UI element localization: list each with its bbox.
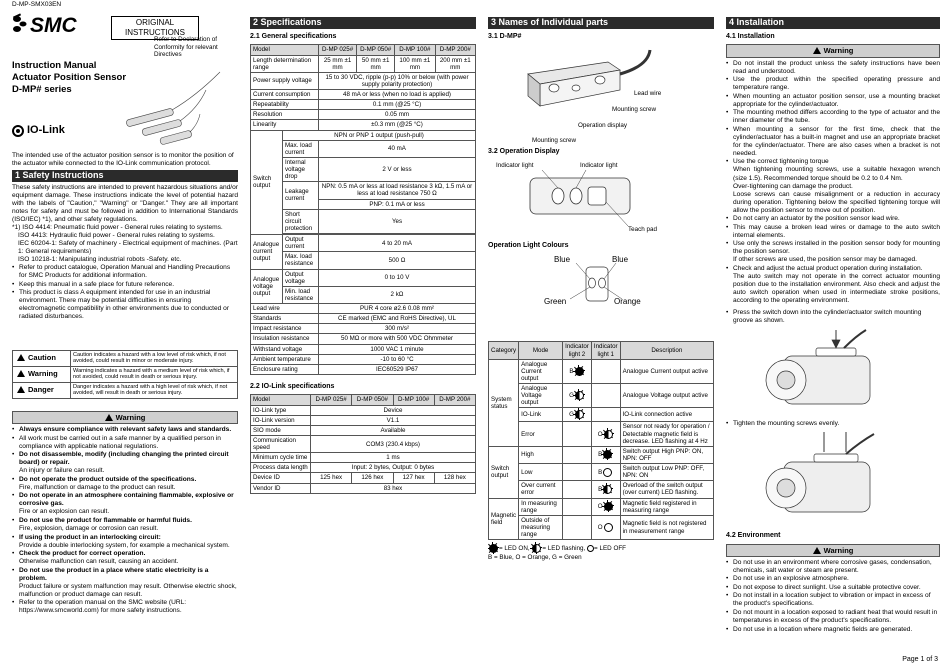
column-3 <box>488 0 714 667</box>
list-item: • All work must be carried out in a safe manner by a qualified person in compliance with applicable national regulations. <box>12 435 238 451</box>
smc-logo <box>12 12 82 36</box>
led-flash-icon <box>574 390 585 401</box>
table-row: PNP: 0.1 mA or less <box>251 199 476 209</box>
table-row: Outside of measuring range O Magnetic field is not registered in measurement range <box>489 515 714 539</box>
svg-text:SMC: SMC <box>30 14 77 36</box>
label-teach-pad: Teach pad <box>628 225 658 233</box>
table-row: Length determination range 25 mm ±1 mm 50 mm ±1 mm 100 mm ±1 mm 200 mm ±1 mm <box>251 55 476 72</box>
subsection-4-1: 4.1 Installation <box>726 32 775 40</box>
list-item: • Keep this manual in a safe place for future reference. <box>12 281 238 289</box>
label-mounting-screw-1: Mounting screw <box>612 106 657 114</box>
table-row: Switch output NPN or PNP 1 output (push-pull) <box>251 130 476 140</box>
table-row: Switch output High B Switch output High PNP: ON, NPN: OFF <box>489 446 714 463</box>
list-item: • Do not install in a location subject to vibration or impact in excess of the product's specifications. <box>726 592 940 608</box>
label-indicator-light-2: Indicator light <box>496 161 534 169</box>
list-item: • Do not expose to direct sunlight. Use a suitable protective cover. <box>726 584 940 592</box>
table-row: Model D-MP 025# D-MP 050# D-MP 100# D-MP 200# <box>251 395 476 405</box>
table-row: Analogue current output Output current 4 to 20 mA <box>251 235 476 252</box>
table-row: Device ID 125 hex 126 hex 127 hex 128 hex <box>251 473 476 483</box>
led-flash-icon <box>603 429 614 440</box>
warning-triangle-icon <box>17 370 25 377</box>
table-row: Leakage current NPN: 0.5 mA or less at load resistance 3 kΩ, 1.5 mA or less at load resistance 750 Ω <box>251 182 476 199</box>
section-1-title: 1 Safety Instructions <box>12 170 238 182</box>
iolink-spec-table <box>250 394 476 493</box>
table-row: IO-Link G IO-Link connection active <box>489 408 714 422</box>
led-off-icon <box>587 545 594 552</box>
general-spec-table <box>250 44 476 375</box>
led-on-icon <box>603 501 614 512</box>
label-lead-wire: Lead wire <box>634 90 662 98</box>
s1-refs: *1) ISO 4414: Pneumatic fluid power - General rules relating to systems. ISO 4413: Hydraulic fluid power - General rules relating to systems. IEC 60204-1: Safety of machinery - Electrical equipment of machines. (Part 1: General requirements) ISO 10218-1: Manipulating industrial robots -Safety. etc. <box>12 224 238 264</box>
table-row: Danger Danger indicates a hazard with a high level of risk which, if not avoided, will result in death or serious injury. <box>13 382 238 398</box>
column-4 <box>726 0 940 667</box>
warning-triangle-icon <box>17 354 25 361</box>
iolink-logo: IO-Link <box>12 124 65 137</box>
list-item: • Check and adjust the actual product operation during installation. The auto switch may not operate in the correct actuator mounting position due to the installation environment. Also check and adjust the auto switch operation when used in intermediate stroke positions, according to the operating environment. <box>726 265 940 305</box>
table-row: Linearity ±0.3 mm (@25 °C) <box>251 120 476 130</box>
list-item: • Do not use the product in a place where static electricity is a problem. Product failure or system malfunction may result. Otherwise electric shock, malfunction or product damage can result. <box>12 567 238 599</box>
warning-list <box>12 426 238 615</box>
table-row: Model D-MP 025# D-MP 050# D-MP 100# D-MP 200# <box>251 45 476 55</box>
table-row: Over current error B Overload of the switch output (over current) LED flashing. <box>489 481 714 498</box>
subsection-3-1: 3.1 D-MP# <box>488 32 522 40</box>
title-line-2: Actuator Position Sensor <box>12 71 127 83</box>
led-flash-icon <box>602 484 613 495</box>
led-off-icon <box>603 522 614 533</box>
list-item: • Refer to product catalogue, Operation Manual and Handling Precautions for SMC Products for additional information. <box>12 264 238 280</box>
led-legend: = LED ON, = LED flashing, = LED OFF B = Blue, O = Orange, G = Green <box>488 543 714 562</box>
list-item: • Do not operate the product outside of the specifications. Fire, malfunction or damage to the product can result. <box>12 476 238 492</box>
list-item: • Do not disassemble, modify (including changing the printed circuit board) or repair. An injury or failure can result. <box>12 451 238 475</box>
warning-list <box>726 559 940 634</box>
table-row: Magnetic field In measuring range O Magnetic field registered in measuring range <box>489 498 714 515</box>
install-step-2 <box>726 420 940 428</box>
warning-triangle-icon <box>813 547 821 554</box>
colour-orange: Orange <box>614 297 641 307</box>
table-row: Impact resistance 300 m/s² <box>251 324 476 334</box>
list-item: • When mounting a sensor for the first time, check that the cylinder/actuator has a built-in magnet and use an appropriate bracket for the cylinder/actuator. There are also cases when a bracket is not needed. <box>726 126 940 158</box>
table-row: Max. load resistance 500 Ω <box>251 252 476 269</box>
warning-triangle-icon <box>105 414 113 421</box>
subsection-3-2: 3.2 Operation Display <box>488 148 560 156</box>
warning-triangle-icon <box>813 47 821 54</box>
table-row: SIO mode Available <box>251 425 476 435</box>
table-row: Power supply voltage 15 to 30 VDC, ripple (p-p) 10% or below (with power supply polarity protection) <box>251 72 476 89</box>
refer-doc: Refer to Declaration of Conformity for relevant Directives <box>154 36 218 59</box>
colour-blue-left: Blue <box>554 255 571 265</box>
table-row: Internal voltage drop 2 V or less <box>251 157 476 181</box>
install-step-1 <box>726 309 940 325</box>
table-row: Low B Switch output Low PNP: OFF, NPN: ON <box>489 464 714 481</box>
list-item: • Do not mount in a location exposed to radiant heat that would result in temperatures in excess of the product's specifications. <box>726 609 940 625</box>
led-on-icon <box>602 449 613 460</box>
list-item: • Use only the screws installed in the position sensor body for mounting the position sensor. If other screws are used, the position sensor may be damaged. <box>726 240 940 264</box>
warning-bar: Warning <box>12 411 238 424</box>
section-3-title: 3 Names of Individual parts <box>488 17 714 29</box>
table-row: Standards CE marked (EMC and RoHS Directive), UL <box>251 314 476 324</box>
doc-code: D-MP-SMX03EN <box>12 1 62 8</box>
install-illustration-2 <box>726 428 940 528</box>
table-row: Short circuit protection Yes <box>251 209 476 233</box>
list-item: • Press the switch down into the cylinder/actuator switch mounting groove as shown. <box>726 309 940 325</box>
table-row: Lead wire PUR 4 core ø2.6 0.08 mm² <box>251 304 476 314</box>
list-item: • When mounting an actuator position sensor, use a mounting bracket appropriate for the cylinder/actuator. <box>726 93 940 109</box>
table-row: Insulation resistance 50 MΩ or more with 500 VDC Ohmmeter <box>251 334 476 344</box>
subsection-2-2: 2.2 IO-Link specifications <box>250 382 335 390</box>
warning-bar: Warning <box>726 544 940 557</box>
list-item: • Use the correct tightening torque When tightening mounting screws, use a suitable hexagon wrench (size 1.5). Recommended torque should be 0.2 to 0.4 Nm. Over-tightening can damage the product. Loose screws can cause misalignment or a reduction in accuracy during operation. Tightening below the specified tightening torque will allow the position sensor to move out of position. <box>726 158 940 214</box>
list-item: • This product is class A equipment intended for use in an industrial environment. There may be potential difficulties in ensuring electromagnetic compatibility in other environments due to conducted or radiated disturbances. <box>12 289 238 321</box>
smc-logo-icon <box>12 12 84 36</box>
table-row: Process data length Input: 2 bytes, Output: 0 bytes <box>251 463 476 473</box>
led-category-table <box>488 341 714 540</box>
table-row: Enclosure rating IEC60529 IP67 <box>251 364 476 374</box>
table-row: Communication speed COM3 (230.4 kbps) <box>251 435 476 452</box>
title-line-3: D-MP# series <box>12 83 72 95</box>
led-flash-icon <box>531 543 542 554</box>
install-illustration-1 <box>726 326 940 420</box>
list-item: • Use the product within the specified operating pressure and temperature range. <box>726 76 940 92</box>
list-item: • Do not install the product unless the safety instructions have been read and understood. <box>726 60 940 76</box>
subsection-4-2: 4.2 Environment <box>726 532 781 540</box>
original-instructions-box: ORIGINAL INSTRUCTIONS <box>111 16 199 40</box>
table-row: Category Mode Indicator light 2 Indicator light 1 Description <box>489 342 714 359</box>
list-item: • Refer to the operation manual on the SMC website (URL: https://www.smcworld.com) for more safety instructions. <box>12 599 238 615</box>
label-operation-display: Operation display <box>578 122 628 130</box>
table-row: Analogue voltage output Output voltage 0 to 10 V <box>251 269 476 286</box>
table-row: Vendor ID 83 hex <box>251 483 476 493</box>
colour-green: Green <box>544 297 567 307</box>
list-item: • Do not use in an explosive atmosphere. <box>726 575 940 583</box>
list-item: • Do not use the product for flammable or harmful fluids. Fire, explosion, damage or corrosion can result. <box>12 517 238 533</box>
list-item: • Tighten the mounting screws evenly. <box>726 420 940 428</box>
warning-triangle-icon <box>17 386 25 393</box>
table-row: Current consumption 48 mA or less (when no load is applied) <box>251 90 476 100</box>
table-row: IO-Link version V1.1 <box>251 415 476 425</box>
column-1 <box>12 0 238 667</box>
table-row: Withstand voltage 1000 VAC 1 minute <box>251 344 476 354</box>
led-off-icon <box>602 467 613 478</box>
operation-display-diagram <box>488 160 714 240</box>
colour-blue-right: Blue <box>612 255 629 265</box>
s1-body: These safety instructions are intended to prevent hazardous situations and/or equipment damage. These instructions indicate the level of potential hazard with the labels of "Caution," "Warning" or "Danger." They are all important notes for safety and must be followed in addition to International Standards (ISO/IEC) *1), and other safety regulations. <box>12 183 238 224</box>
label-mounting-screw-2: Mounting screw <box>532 137 577 145</box>
table-row: Ambient temperature -10 to 60 °C <box>251 354 476 364</box>
list-item: • Do not carry an actuator by the position sensor lead wire. <box>726 215 940 223</box>
table-row: IO-Link type Device <box>251 405 476 415</box>
column-2 <box>250 0 476 667</box>
title-line-1: Instruction Manual <box>12 60 97 71</box>
s1-bullets <box>12 264 238 321</box>
led-on-icon <box>488 543 499 554</box>
table-row: Repeatability 0.1 mm (@25 °C) <box>251 100 476 110</box>
table-row: Analogue Voltage output G Analogue Voltage output active <box>489 384 714 408</box>
section-4-title: 4 Installation <box>726 17 940 29</box>
hazard-level-table <box>12 350 238 399</box>
list-item: • Check the product for correct operation. Otherwise malfunction can result, causing an accident. <box>12 550 238 566</box>
list-item: • Do not use in a location where magnetic fields are generated. <box>726 626 940 634</box>
list-item: • If using the product in an interlocking circuit: Provide a double interlocking system, for example a mechanical system. <box>12 534 238 550</box>
table-row: Error O Sensor not ready for operation / Detectable magnetic field is decrease. LED flashing at 4 Hz <box>489 422 714 446</box>
table-row: Warning Warning indicates a hazard with a medium level of risk which, if not avoided, could result in death or serious injury. <box>13 366 238 382</box>
parts-diagram <box>488 44 714 144</box>
manual-title <box>12 60 126 96</box>
section-2-title: 2 Specifications <box>250 17 476 29</box>
table-row: Minimum cycle time 1 ms <box>251 453 476 463</box>
table-row: System status Analogue Current output B Analogue Current output active <box>489 359 714 383</box>
page-number: Page 1 of 3 <box>902 656 938 664</box>
light-colours-diagram <box>488 253 714 313</box>
sensor-illustration <box>116 66 236 149</box>
label-indicator-light-1: Indicator light <box>580 161 618 169</box>
list-item: • This may cause a broken lead wires or damage to the auto switch internal elements. <box>726 224 940 240</box>
intro-text: The intended use of the actuator position sensor is to monitor the position of the actuator while connected to the IO-Link communication protocol. <box>12 152 234 168</box>
table-row: Min. load resistance 2 kΩ <box>251 286 476 303</box>
list-item: • The mounting method differs according to the type of actuator and the inner diameter of the tube. <box>726 109 940 125</box>
table-row: Resolution 0.05 mm <box>251 110 476 120</box>
list-item: • Do not use in an environment where corrosive gases, condensation, chemicals, salt water or steam are present. <box>726 559 940 575</box>
led-on-icon <box>574 366 585 377</box>
warning-bar: Warning <box>726 44 940 57</box>
led-flash-icon <box>574 409 585 420</box>
warning-list <box>726 60 940 305</box>
table-row: Caution Caution indicates a hazard with a low level of risk which, if not avoided, could result in minor or moderate injury. <box>13 351 238 367</box>
list-item: • Always ensure compliance with relevant safety laws and standards. <box>12 426 238 434</box>
light-colours-title: Operation Light Colours <box>488 241 569 249</box>
subsection-2-1: 2.1 General specifications <box>250 32 337 40</box>
table-row: Max. load current 40 mA <box>251 140 476 157</box>
iolink-icon <box>12 125 24 137</box>
list-item: • Do not operate in an atmosphere containing flammable, explosive or corrosive gas. Fire or an explosion can result. <box>12 492 238 516</box>
